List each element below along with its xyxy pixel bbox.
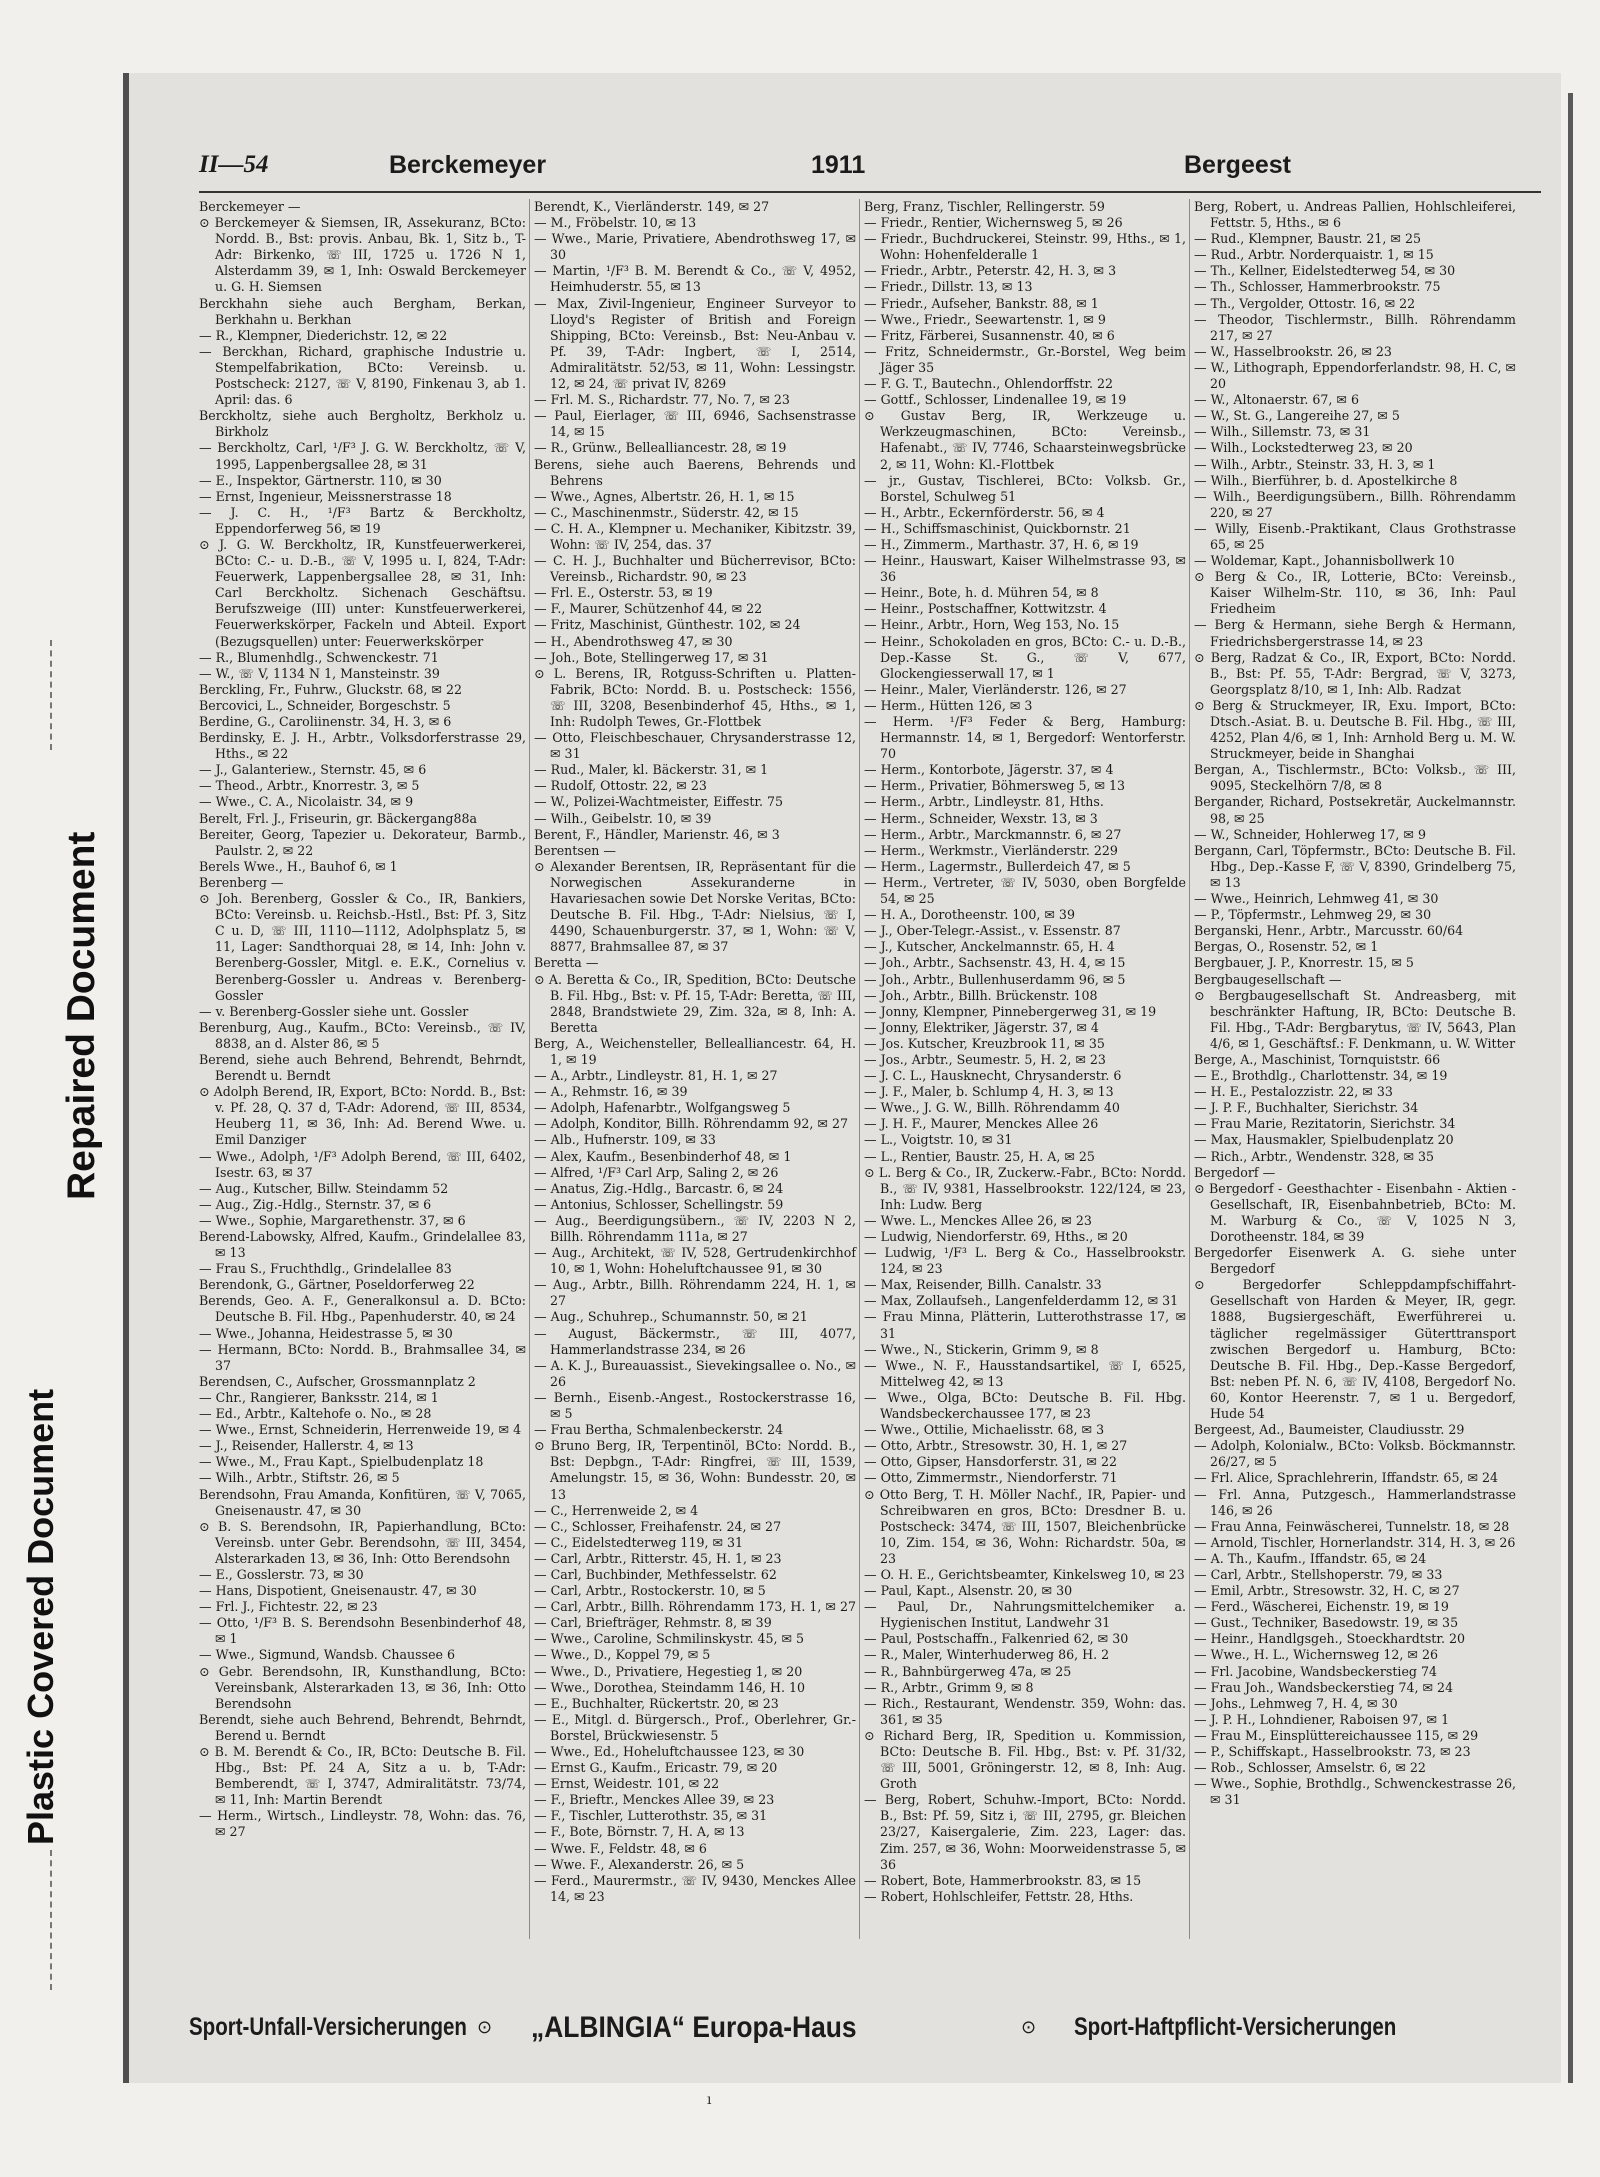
directory-entry: — Aug., Architekt, ☏ IV, 528, Gertrudenkirchhof 10, ✉ 1, Wohn: Hoheluftchaussee 91, ✉ 30 [534, 1245, 856, 1277]
directory-entry: — Jonny, Klempner, Pinnebergerweg 31, ✉ 19 [864, 1003, 1157, 1019]
directory-entry: — Hermann, BCto: Nordd. B., Brahmsallee 34, ✉ 37 [199, 1341, 526, 1373]
directory-entry: — H., Arbtr., Eckernförderstr. 56, ✉ 4 [864, 504, 1105, 520]
directory-entry: ⊙ Joh. Berenberg, Gossler & Co., IR, Bankiers, BCto: Vereinsb. u. Reichsb.-Hstl., Bst: Pf. 3, Sitz C u. D, ☏ III, 1110—1112, Adolphsplatz 5, ✉ 11, Lager: Sandthorquai 28, ✉ 14, Inh: John v. Berenberg-Gossler, Mitgl. e. E.K., Cornelius v. Berenberg-Gossler u. Andreas v. Berenberg-Gossler [199, 891, 526, 1003]
directory-entry: — Frau Bertha, Schmalenbeckerstr. 24 [534, 1422, 784, 1438]
directory-entry: — Th., Vergolder, Ottostr. 16, ✉ 22 [1194, 295, 1416, 311]
directory-entry: Berenburg, Aug., Kaufm., BCto: Vereinsb., ☏ IV, 8838, an d. Alster 86, ✉ 5 [199, 1019, 526, 1051]
directory-entry: ⊙ A. Beretta & Co., IR, Spedition, BCto: Deutsche B. Fil. Hbg., Bst: v. Pf. 15, T-Adr: Beretta, ☏ III, 2848, Brandstwiete 29, Zim. 32a, ✉ 8, Inh: A. Beretta [534, 971, 856, 1035]
directory-entry: — Adolph, Konditor, Billh. Röhrendamm 92, ✉ 27 [534, 1116, 848, 1132]
footer-right-ad: Sport-Haftpflicht-Versicherungen [1074, 2013, 1397, 2041]
footer-left-ad: Sport-Unfall-Versicherungen [189, 2013, 467, 2041]
directory-entry: — Frau Minna, Plätterin, Lutterothstrasse 17, ✉ 31 [864, 1309, 1186, 1341]
directory-entry: — W., Polizei-Wachtmeister, Eiffestr. 75 [534, 794, 784, 810]
directory-entry: — C., Herrenweide 2, ✉ 4 [534, 1502, 699, 1518]
directory-entry: — Max, Reisender, Billh. Canalstr. 33 [864, 1277, 1102, 1293]
directory-entry: — Willy, Eisenb.-Praktikant, Claus Grothstrasse 65, ✉ 25 [1194, 520, 1516, 552]
directory-entry: ⊙ L. Berg & Co., IR, Zuckerw.-Fabr., BCto: Nordd. B., ☏ IV, 9381, Hasselbrookstr. 122/124, ✉ 23, Inh: Ludw. Berg [864, 1164, 1186, 1212]
directory-entry: — Joh., Arbtr., Billh. Brückenstr. 108 [864, 987, 1098, 1003]
directory-entry: Bercovici, L., Schneider, Borgeschstr. 5 [199, 697, 451, 713]
directory-entry: — Carl, Briefträger, Rehmstr. 8, ✉ 39 [534, 1615, 772, 1631]
directory-entry: — Max, Zollaufseh., Langenfelderdamm 12, ✉ 31 [864, 1293, 1179, 1309]
directory-entry: — Joh., Arbtr., Bullenhuserdamm 96, ✉ 5 [864, 971, 1126, 987]
directory-entry: — J. P. H., Lohndiener, Raboisen 97, ✉ 1 [1194, 1711, 1450, 1727]
directory-entry: — Carl, Arbtr., Billh. Röhrendamm 173, H. 1, ✉ 27 [534, 1599, 856, 1615]
directory-entry: — Herm., Hütten 126, ✉ 3 [864, 697, 1033, 713]
directory-entry: — Frl. Alice, Sprachlehrerin, Iffandstr. 65, ✉ 24 [1194, 1470, 1499, 1486]
directory-entry: — Wwe., Sigmund, Wandsb. Chaussee 6 [199, 1647, 456, 1663]
directory-entry: — Wwe. F., Feldstr. 48, ✉ 6 [534, 1840, 707, 1856]
directory-entry: Bergbaugesellschaft — [1194, 971, 1342, 987]
directory-entry: — Herm., Privatier, Böhmersweg 5, ✉ 13 [864, 778, 1126, 794]
directory-entry: Berendsohn, Frau Amanda, Konfitüren, ☏ V, 7065, Gneisenaustr. 47, ✉ 30 [199, 1486, 526, 1518]
directory-entry: Berendt, K., Vierländerstr. 149, ✉ 27 [534, 199, 770, 214]
header-year: 1911 [811, 151, 866, 179]
directory-entry: — Max, Zivil-Ingenieur, Engineer Surveyor to Lloyd's Register of British and Foreign Shipping, BCto: Vereinsb., Bst: Neu-Anbau v. Pf. 39, T-Adr: Ingbert, ☏ I, 2514, Admiralitätstr. 52/53, ✉ 11, Wohn: Lessingstr. 12, ✉ 24, ☏ privat IV, 8269 [534, 295, 856, 392]
directory-entry: — Otto, Gipser, Hansdorferstr. 31, ✉ 22 [864, 1454, 1117, 1470]
directory-entry: Berends, Geo. A. F., Generalkonsul a. D. BCto: Deutsche B. Fil. Hbg., Papenhuderstr. 40, ✉ 24 [199, 1293, 526, 1325]
directory-entry: — Wwe., Marie, Privatiere, Abendrothsweg 17, ✉ 30 [534, 231, 856, 263]
directory-entry: — Ernst G., Kaufm., Ericastr. 79, ✉ 20 [534, 1760, 778, 1776]
directory-entry: — R., Klempner, Diederichstr. 12, ✉ 22 [199, 327, 448, 343]
plastic-covered-label: Plastic Covered Document [20, 1388, 61, 1845]
column-3 [859, 199, 1189, 1939]
directory-entry: — Herm., Schneider, Wexstr. 13, ✉ 3 [864, 810, 1098, 826]
directory-entry: — Robert, Bote, Hammerbrookstr. 83, ✉ 15 [864, 1872, 1142, 1888]
directory-entry: — Wwe., Ed., Hoheluftchaussee 123, ✉ 30 [534, 1744, 805, 1759]
directory-entry: — C., Maschinenmstr., Süderstr. 42, ✉ 15 [534, 504, 799, 520]
directory-entry: — Chr., Rangierer, Banksstr. 214, ✉ 1 [199, 1389, 439, 1405]
directory-entry: — Gottf., Schlosser, Lindenallee 19, ✉ 19 [864, 392, 1127, 408]
directory-entry: ⊙ Gustav Berg, IR, Werkzeuge u. Werkzeugmaschinen, BCto: Vereinsb., Hafenabt., ☏ IV, 7746, Schaarsteinwegsbrücke 2, ✉ 11, Wohn: Kl.-Flottbek [864, 408, 1186, 472]
directory-entry: ⊙ Berckemeyer & Siemsen, IR, Assekuranz, BCto: Nordd. B., Bst: provis. Anbau, Bk. 1, Sitz b., T-Adr: Birkenko, ☏ III, 1725 u. 1726 N 1, Alsterdamm 39, ✉ 1, Inh: Oswald Berckemeyer u. G. H. Siemsen [199, 215, 526, 295]
directory-entry: — Emil, Arbtr., Stresowstr. 32, H. C, ✉ 27 [1194, 1583, 1460, 1599]
directory-entry: — Friedr., Arbtr., Peterstr. 42, H. 3, ✉ 3 [864, 263, 1117, 279]
directory-entry: ⊙ Berg & Co., IR, Lotterie, BCto: Vereinsb., Kaiser Wilhelm-Str. 110, ✉ 36, Inh: Paul Friedheim [1194, 569, 1516, 617]
directory-entry: — Herm., Kontorbote, Jägerstr. 37, ✉ 4 [864, 762, 1114, 778]
directory-entry: — Joh., Arbtr., Sachsenstr. 43, H. 4, ✉ 15 [864, 955, 1126, 971]
directory-entry: — Fritz, Schneidermstr., Gr.-Borstel, Weg beim Jäger 35 [864, 343, 1186, 375]
directory-entry: Berendt, siehe auch Behrend, Behrendt, Behrndt, Berend u. Berndt [199, 1711, 526, 1743]
directory-entry: — Otto, Fleischbeschauer, Chrysanderstrasse 12, ✉ 31 [534, 730, 856, 762]
repaired-label: Repaired Document [60, 831, 103, 1200]
directory-entry: — Frl. E., Osterstr. 53, ✉ 19 [534, 585, 713, 601]
directory-entry: — A., Arbtr., Lindleystr. 81, H. 1, ✉ 27 [534, 1068, 778, 1084]
directory-entry: — J., Reisender, Hallerstr. 4, ✉ 13 [199, 1438, 414, 1454]
directory-entry: — Alex, Kaufm., Besenbinderhof 48, ✉ 1 [534, 1148, 792, 1164]
directory-entry: — Wwe., N. F., Hausstandsartikel, ☏ I, 6525, Mittelweg 42, ✉ 13 [864, 1357, 1186, 1389]
footer-separator-icon: ⊙ [1021, 2017, 1037, 2037]
directory-entry: — F., Bote, Börnstr. 7, H. A, ✉ 13 [534, 1824, 745, 1840]
directory-entry: Bergbauer, J. P., Knorrestr. 15, ✉ 5 [1194, 955, 1414, 971]
directory-entry: — Wwe., J. G. W., Billh. Röhrendamm 40 [864, 1100, 1120, 1116]
directory-entry: — J., Ober-Telegr.-Assist., v. Essenstr. 87 [864, 923, 1121, 939]
directory-entry: — Wwe., N., Stickerin, Grimm 9, ✉ 8 [864, 1341, 1099, 1357]
directory-entry: — Heinr., Maler, Vierländerstr. 126, ✉ 27 [864, 681, 1127, 697]
directory-entry: Bergedorf — [1194, 1164, 1276, 1180]
directory-entry: — E., Inspektor, Gärtnerstr. 110, ✉ 30 [199, 472, 442, 488]
directory-entry: — Wilh., Bierführer, b. d. Apostelkirche 8 [1194, 472, 1458, 488]
directory-entry: — E., Brothdlg., Charlottenstr. 34, ✉ 19 [1194, 1068, 1448, 1084]
directory-entry: Bergedorfer Eisenwerk A. G. siehe unter Bergedorf [1194, 1245, 1516, 1277]
directory-entry: Berend, siehe auch Behrend, Behrendt, Behrndt, Berendt u. Berndt [199, 1051, 526, 1084]
directory-entry: — L., Rentier, Baustr. 25, H. A, ✉ 25 [864, 1148, 1095, 1164]
directory-entry: — Wwe. L., Menckes Allee 26, ✉ 23 [864, 1212, 1092, 1228]
directory-entry: — Frl. Jacobine, Wandsbeckerstieg 74 [1194, 1663, 1438, 1679]
directory-entry: — Wwe., D., Koppel 79, ✉ 5 [534, 1647, 711, 1663]
directory-entry: — H., Zimmerm., Marthastr. 37, H. 6, ✉ 19 [864, 536, 1139, 552]
directory-entry: — Aug., Arbtr., Billh. Röhrendamm 224, H. 1, ✉ 27 [534, 1277, 856, 1309]
directory-entry: Berent, F., Händler, Marienstr. 46, ✉ 3 [534, 826, 780, 842]
directory-entry: — Otto, ¹/F³ B. S. Berendsohn Besenbinderhof 48, ✉ 1 [199, 1615, 526, 1647]
directory-entry: ⊙ Alexander Berentsen, IR, Repräsentant für die Norwegischen Assekuranderne in Havariesachen sowie Det Norske Veritas, BCto: Deutsche B. Fil. Hbg., T-Adr: Nielsius, ☏ I, 4490, Schauenburgerstr. 37, ✉ 1, Wohn: ☏ V, 8877, Brahmsallee 87, ✉ 37 [534, 858, 856, 955]
directory-entry: — C., Eidelstedterweg 119, ✉ 31 [534, 1534, 744, 1550]
directory-page [123, 73, 1561, 2083]
directory-entry: — Th., Schlosser, Hammerbrookstr. 75 [1194, 279, 1441, 295]
directory-entry: — Paul, Kapt., Alsenstr. 20, ✉ 30 [864, 1583, 1073, 1599]
directory-entry: ⊙ Richard Berg, IR, Spedition u. Kommission, BCto: Deutsche B. Fil. Hbg., Bst: v. Pf. 31/32, ☏ III, 5001, Gröningerstr. 12, ✉ 8, Inh: Aug. Groth [864, 1727, 1186, 1792]
directory-entry: — Wilh., Beerdigungsübern., Billh. Röhrendamm 220, ✉ 27 [1194, 488, 1516, 520]
directory-entry: — Ludwig, ¹/F³ L. Berg & Co., Hasselbrookstr. 124, ✉ 23 [864, 1245, 1186, 1277]
directory-entry: — Rud., Maler, kl. Bäckerstr. 31, ✉ 1 [534, 762, 769, 778]
directory-entry: — Friedr., Rentier, Wichernsweg 5, ✉ 26 [864, 215, 1123, 231]
directory-entry: — F., Maurer, Schützenhof 44, ✉ 22 [534, 601, 763, 617]
directory-entry: — Paul, Eierlager, ☏ III, 6946, Sachsenstrasse 14, ✉ 15 [534, 408, 856, 440]
directory-entry: — Herm., Lagermstr., Bullerdeich 47, ✉ 5 [864, 858, 1131, 874]
directory-entry: — Frl. M. S., Richardstr. 77, No. 7, ✉ 23 [534, 392, 790, 408]
directory-entry: — J., Galanteriew., Sternstr. 45, ✉ 6 [199, 762, 427, 778]
header-rule [199, 191, 1541, 193]
directory-entry: — Aug., Zig.-Hdlg., Sternstr. 37, ✉ 6 [199, 1196, 432, 1212]
directory-entry: ⊙ Bruno Berg, IR, Terpentinöl, BCto: Nordd. B., Bst: Depbgn., T-Adr: Ringfrei, ☏ III, 1539, Amelungstr. 15, ✉ 36, Wohn: Bundesstr. 20, ✉ 13 [534, 1438, 856, 1502]
bottom-mark: ı [707, 2092, 712, 2108]
directory-entry: — Paul, Dr., Nahrungsmittelchemiker a. Hygienischen Institut, Landwehr 31 [864, 1599, 1186, 1631]
directory-entry: — Max, Hausmakler, Spielbudenplatz 20 [1194, 1132, 1454, 1148]
directory-entry: — L., Voigtstr. 10, ✉ 31 [864, 1132, 1013, 1148]
directory-entry: — Wwe., Ottilie, Michaelisstr. 68, ✉ 3 [864, 1422, 1105, 1438]
directory-entry: ⊙ Berg & Struckmeyer, IR, Exu. Import, BCto: Dtsch.-Asiat. B. u. Deutsche B. Fil. Hbg., ☏ III, 4252, Plan 4/6, ✉ 1, Inh: Arnhold Berg u. M. W. Struckmeyer, beide in Shanghai [1194, 697, 1516, 762]
directory-entry: — Wwe., Agnes, Albertstr. 26, H. 1, ✉ 15 [534, 488, 795, 504]
directory-entry: ⊙ B. M. Berendt & Co., IR, BCto: Deutsche B. Fil. Hbg., Bst: Pf. 24 A, Sitz a u. b, T-Adr: Bemberendt, ☏ I, 3747, Admiralitätstr. 73/74, ✉ 11, Inh: Martin Berendt [199, 1744, 526, 1808]
directory-entry: — Robert, Hohlschleifer, Fettstr. 28, Hths. [864, 1888, 1134, 1904]
directory-entry: ⊙ Gebr. Berendsohn, IR, Kunsthandlung, BCto: Vereinsbank, Alsterarkaden 13, ✉ 36, Inh: Otto Berendsohn [199, 1663, 526, 1711]
directory-entry: ⊙ B. S. Berendsohn, IR, Papierhandlung, BCto: Vereinsb. unter Gebr. Berendsohn, ☏ III, 3454, Alsterarkaden 13, ✉ 36, Inh: Otto Berendsohn [199, 1518, 526, 1566]
directory-entry: — C. H. J., Buchhalter und Bücherrevisor, BCto: Vereinsb., Richardstr. 90, ✉ 23 [534, 553, 856, 585]
directory-entry: — Wwe., Heinrich, Lehmweg 41, ✉ 30 [1194, 891, 1439, 907]
directory-entry: — Wwe., Adolph, ¹/F³ Adolph Berend, ☏ III, 6402, Isestr. 63, ✉ 37 [199, 1148, 526, 1180]
directory-entry: — J., Kutscher, Anckelmannstr. 65, H. 4 [864, 939, 1115, 955]
directory-entry: — J. H. F., Maurer, Menckes Allee 26 [864, 1116, 1099, 1132]
directory-entry: Berckemeyer — [199, 199, 301, 214]
directory-entry: — Th., Kellner, Eidelstedterweg 54, ✉ 30 [1194, 263, 1456, 279]
directory-entry: — J. P. F., Buchhalter, Sierichstr. 34 [1194, 1100, 1419, 1116]
directory-entry: Berentsen — [534, 842, 616, 858]
archive-stamp [18, 760, 103, 1845]
directory-entry: — Wwe., Johanna, Heidestrasse 5, ✉ 30 [199, 1325, 453, 1341]
directory-entry: — Wwe. F., Alexanderstr. 26, ✉ 5 [534, 1856, 745, 1872]
directory-entry: — Wilh., Lockstedterweg 23, ✉ 20 [1194, 440, 1413, 456]
directory-entry: — Frau M., Einsplüttereichaussee 115, ✉ 29 [1194, 1727, 1479, 1743]
directory-entry: — Frau Marie, Rezitatorin, Sierichstr. 34 [1194, 1116, 1456, 1132]
directory-entry: Berg, Franz, Tischler, Rellingerstr. 59 [864, 199, 1105, 214]
directory-entry: — Berg & Hermann, siehe Bergh & Hermann, Friedrichsbergerstrasse 14, ✉ 23 [1194, 617, 1516, 649]
directory-entry: — Herm., Vertreter, ☏ IV, 5030, oben Borgfelde 54, ✉ 25 [864, 874, 1186, 907]
directory-entry: — Ernst, Ingenieur, Meissnerstrasse 18 [199, 488, 452, 504]
page-number: II—54 [199, 151, 269, 178]
directory-entry: — Johs., Lehmweg 7, H. 4, ✉ 30 [1194, 1695, 1398, 1711]
directory-entry: — W., Altonaerstr. 67, ✉ 6 [1194, 392, 1359, 408]
directory-entry: — E., Mitgl. d. Bürgersch., Prof., Oberlehrer, Gr.-Borstel, Brückwiesenstr. 5 [534, 1711, 856, 1743]
directory-entry: Berdine, G., Caroliinenstr. 34, H. 3, ✉ 6 [199, 714, 452, 729]
directory-entry: Berens, siehe auch Baerens, Behrends und Behrens [534, 456, 856, 488]
directory-entry: — Heinr., Bote, h. d. Mühren 54, ✉ 8 [864, 585, 1099, 601]
directory-entry: — August, Bäckermstr., ☏ III, 4077, Hammerlandstrasse 234, ✉ 26 [534, 1325, 856, 1357]
footer-separator-icon: ⊙ [477, 2017, 493, 2037]
directory-entry: — Aug., Schuhrep., Schumannstr. 50, ✉ 21 [534, 1309, 808, 1325]
directory-entry: Berdinsky, E. J. H., Arbtr., Volksdorferstrasse 29, Hths., ✉ 22 [199, 730, 526, 762]
directory-entry: — J. C. H., ¹/F³ Bartz & Berckholtz, Eppendorferweg 56, ✉ 19 [199, 504, 526, 536]
directory-entry: — E., Gosslerstr. 73, ✉ 30 [199, 1566, 364, 1582]
directory-entry: — F. G. T., Bautechn., Ohlendorffstr. 22 [864, 376, 1114, 392]
directory-entry: — R., Arbtr., Grimm 9, ✉ 8 [864, 1679, 1034, 1695]
directory-entry: — Adolph, Kolonialw., BCto: Volksb. Böckmannstr. 26/27, ✉ 5 [1194, 1438, 1516, 1470]
directory-entry: Bereiter, Georg, Tapezier u. Dekorateur, Barmb., Paulstr. 2, ✉ 22 [199, 826, 526, 858]
directory-entry: — jr., Gustav, Tischlerei, BCto: Volksb. Gr., Borstel, Schulweg 51 [864, 472, 1186, 504]
directory-entry: — Wilh., Arbtr., Steinstr. 33, H. 3, ✉ 1 [1194, 456, 1436, 472]
directory-entry: — Martin, ¹/F³ B. M. Berendt & Co., ☏ V, 4952, Heimhuderstr. 55, ✉ 13 [534, 263, 856, 295]
directory-entry: — W., ☏ V, 1134 N 1, Mansteinstr. 39 [199, 665, 440, 681]
directory-entry: — Alfred, ¹/F³ Carl Arp, Saling 2, ✉ 26 [534, 1164, 779, 1180]
directory-entry: — W., St. G., Langereihe 27, ✉ 5 [1194, 408, 1400, 424]
directory-entry: ⊙ Bergedorf - Geesthachter - Eisenbahn - Aktien - Gesellschaft, IR, Eisenbahnbetrieb, BCto: M. M. Warburg & Co., ☏ V, 1025 N 3, Dorotheenstr. 184, ✉ 39 [1194, 1180, 1516, 1244]
directory-entry: — A. K. J., Bureauassist., Sievekingsallee o. No., ✉ 26 [534, 1357, 856, 1389]
directory-entry: — P., Töpfermstr., Lehmweg 29, ✉ 30 [1194, 907, 1432, 923]
directory-entry: — Wwe., M., Frau Kapt., Spielbudenplatz 18 [199, 1454, 484, 1470]
directory-entry: — Fritz, Maschinist, Günthestr. 102, ✉ 24 [534, 617, 801, 633]
directory-entry: — H. A., Dorotheenstr. 100, ✉ 39 [864, 907, 1075, 923]
directory-entry: — Herm. ¹/F³ Feder & Berg, Hamburg: Hermannstr. 14, ✉ 1, Bergedorf: Wentorferstr. 70 [864, 714, 1186, 762]
column-1 [199, 199, 529, 1939]
directory-entry: Berendsen, C., Aufscher, Grossmannplatz 2 [199, 1373, 476, 1389]
directory-entry: ⊙ Bergedorfer Schleppdampfschiffahrt-Gesellschaft von Harden & Meyer, IR, gegr. 1888, Bugsiergeschäft, Ewerführerei u. täglicher regelmässiger Güterttransport zwischen Bergedorf u. Hamburg, BCto: Deutsche B. Fil. Hbg., Dep.-Kasse Bergedorf, Bst: neben Pf. N. 6, ☏ IV, 4108, Bergedorf No. 60, Kontor Heerenstr. 7, ✉ 1 u. Bergedorf, Hude 54 [1194, 1277, 1516, 1422]
directory-entry: — Heinr., Hauswart, Kaiser Wilhelmstrasse 93, ✉ 36 [864, 553, 1186, 585]
directory-entry: — J. C. L., Hausknecht, Chrysanderstr. 6 [864, 1068, 1122, 1084]
directory-entry: — Heinr., Handlgsgeh., Stoeckhardtstr. 20 [1194, 1631, 1466, 1647]
header-right-word: Bergeest [1184, 151, 1291, 179]
directory-entry: — Wwe., Dorothea, Steindamm 146, H. 10 [534, 1679, 805, 1695]
directory-entry: — Rud., Klempner, Baustr. 21, ✉ 25 [1194, 231, 1422, 247]
directory-entry: — Wwe., Sophie, Margarethenstr. 37, ✉ 6 [199, 1212, 466, 1228]
directory-entry: — Gust., Techniker, Basedowstr. 19, ✉ 35 [1194, 1615, 1459, 1631]
directory-entry: — Hans, Dispotient, Gneisenaustr. 47, ✉ 30 [199, 1583, 477, 1599]
directory-entry: — C., Schlosser, Freihafenstr. 24, ✉ 27 [534, 1518, 782, 1534]
directory-entry: — O. H. E., Gerichtsbeamter, Kinkelsweg 10, ✉ 23 [864, 1566, 1185, 1582]
directory-entry: — Ferd., Wäscherei, Eichenstr. 19, ✉ 19 [1194, 1599, 1449, 1615]
advertisement-footer [189, 2013, 1541, 2053]
directory-entry: Berels Wwe., H., Bauhof 6, ✉ 1 [199, 858, 398, 874]
directory-entry: — W., Lithograph, Eppendorferlandstr. 98, H. C, ✉ 20 [1194, 359, 1516, 392]
directory-entry: — Carl, Arbtr., Stellshoperstr. 79, ✉ 33 [1194, 1566, 1443, 1582]
directory-entry: ⊙ J. G. W. Berckholtz, IR, Kunstfeuerwerkerei, BCto: C.- u. D.-B., ☏ V, 1995 u. I, 824, T-Adr: Feuerwerk, Lappenbergsallee 28, ✉ 31, Inh: Carl Berckholtz. Sichenach Geschäftsu. Berufszweige (III) unter: Kunstfeuerwerkerei, Feuerwerkskörper, Fackeln und Abteil. Export (Bezugsquellen) unter: Feuerwerkskörper [199, 536, 526, 649]
directory-entry: — Ferd., Maurermstr., ☏ IV, 9430, Menckes Allee 14, ✉ 23 [534, 1872, 856, 1904]
directory-entry: Berendonk, G., Gärtner, Poseldorferweg 22 [199, 1277, 475, 1293]
directory-entry: — Paul, Postschaffn., Falkenried 62, ✉ 30 [864, 1631, 1129, 1647]
directory-entry: Bergann, Carl, Töpfermstr., BCto: Deutsche B. Fil. Hbg., Dep.-Kasse F, ☏ V, 8390, Grindelberg 75, ✉ 13 [1194, 842, 1516, 890]
directory-entry: ⊙ Berg, Radzat & Co., IR, Export, BCto: Nordd. B., Bst: Pf. 55, T-Adr: Bergrad, ☏ V, 3273, Georgsplatz 8/10, ✉ 1, Inh: Alb. Radzat [1194, 649, 1516, 697]
directory-entry: — Bernh., Eisenb.-Angest., Rostockerstrasse 16, ✉ 5 [534, 1389, 856, 1422]
directory-entry: ⊙ Adolph Berend, IR, Export, BCto: Nordd. B., Bst: v. Pf. 28, Q. 37 d, T-Adr: Adorend, ☏ III, 8534, Heuberg 11, ✉ 36, Inh: Ad. Berend Wwe. u. Emil Danziger [199, 1084, 526, 1148]
directory-entry: ⊙ Otto Berg, T. H. Möller Nachf., IR, Papier- und Schreibwaren en gros, BCto: Dresdner B. u. Postscheck: 3474, ☏ III, 1507, Bleichenbrücke 10, Zim. 154, ✉ 36, Wohn: Richardstr. 50a, ✉ 23 [864, 1486, 1186, 1566]
directory-entry: — Ed., Arbtr., Kaltehofe o. No., ✉ 28 [199, 1406, 432, 1422]
header-left-word: Berckemeyer [389, 151, 547, 179]
directory-entry: — Wwe., Sophie, Brothdlg., Schwenckestrasse 26, ✉ 31 [1194, 1776, 1516, 1808]
directory-entry: — Wilh., Geibelstr. 10, ✉ 39 [534, 810, 712, 826]
directory-entry: — Wwe., Ernst, Schneiderin, Herrenweide 19, ✉ 4 [199, 1422, 522, 1438]
directory-entry: — R., Bahnbürgerweg 47a, ✉ 25 [864, 1663, 1072, 1679]
directory-entry: — Heinr., Arbtr., Horn, Weg 153, No. 15 [864, 617, 1120, 633]
directory-entry: — Friedr., Dillstr. 13, ✉ 13 [864, 279, 1033, 295]
directory-entry: — Frau S., Fruchthdlg., Grindelallee 83 [199, 1261, 452, 1277]
directory-entry: Berg, A., Weichensteller, Bellealliancestr. 64, H. 1, ✉ 19 [534, 1035, 856, 1067]
directory-entry: Berckholtz, siehe auch Bergholtz, Berkholz u. Birkholz [199, 408, 526, 440]
directory-entry: — Fritz, Färberei, Susannenstr. 40, ✉ 6 [864, 327, 1115, 343]
directory-entry: — Rich., Restaurant, Wendenstr. 359, Wohn: das. 361, ✉ 35 [864, 1695, 1186, 1727]
directory-entry: — H. E., Pestalozzistr. 22, ✉ 33 [1194, 1084, 1393, 1100]
directory-entry: — Frau Anna, Feinwäscherei, Tunnelstr. 18, ✉ 28 [1194, 1518, 1510, 1534]
directory-entry: — R., Grünw., Bellealliancestr. 28, ✉ 19 [534, 440, 787, 456]
column-4 [1189, 199, 1519, 1939]
directory-entry: — Jonny, Elektriker, Jägerstr. 37, ✉ 4 [864, 1019, 1099, 1035]
directory-entry: — A. Th., Kaufm., Iffandstr. 65, ✉ 24 [1194, 1550, 1427, 1566]
directory-entry: Berg, Robert, u. Andreas Pallien, Hohlschleiferei, Fettstr. 5, Hths., ✉ 6 [1194, 199, 1516, 231]
directory-entry: — Wilh., Arbtr., Stiftstr. 26, ✉ 5 [199, 1470, 400, 1486]
directory-entry: Beretta — [534, 955, 599, 971]
directory-entry: — R., Blumenhdlg., Schwenckestr. 71 [199, 649, 439, 665]
directory-entry: — F., Tischler, Lutterothstr. 35, ✉ 31 [534, 1808, 768, 1824]
directory-entry: ⊙ L. Berens, IR, Rotguss-Schriften u. Platten-Fabrik, BCto: Nordd. B. u. Postscheck: 1556, ☏ III, 3208, Besenbinderhof 45, Hths., ✉ 1, Inh: Rudolph Tewes, Gr.-Flottbek [534, 665, 856, 729]
directory-entry: Bergan, A., Tischlermstr., BCto: Volksb., ☏ III, 9095, Steckelhörn 7/8, ✉ 8 [1194, 762, 1516, 794]
directory-entry: Berend-Labowsky, Alfred, Kaufm., Grindelallee 83, ✉ 13 [199, 1229, 526, 1261]
directory-entry: Bergas, O., Rosenstr. 52, ✉ 1 [1194, 939, 1379, 955]
directory-entry: — Theodor, Tischlermstr., Billh. Röhrendamm 217, ✉ 27 [1194, 311, 1516, 343]
directory-entry: — Heinr., Schokoladen en gros, BCto: C.- u. D.-B., Dep.-Kasse St. G., ☏ V, 677, Glockengiesserwall 17, ✉ 1 [864, 633, 1186, 681]
directory-entry: — W., Schneider, Hohlerweg 17, ✉ 9 [1194, 826, 1426, 842]
directory-entry: — Rob., Schlosser, Amselstr. 6, ✉ 22 [1194, 1760, 1426, 1776]
directory-entry: — J. F., Maler, b. Schlump 4, H. 3, ✉ 13 [864, 1084, 1114, 1100]
directory-entry: — Berg, Robert, Schuhw.-Import, BCto: Nordd. B., Bst: Pf. 59, Sitz i, ☏ III, 2795, gr. Bleichen 23/27, Kaisergalerie, Zim. 223, Lager: das. Zim. 257, ✉ 36, Wohn: Moorweidenstrasse 5, ✉ 36 [864, 1792, 1186, 1872]
directory-entry: — Wwe., C. A., Nicolaistr. 34, ✉ 9 [199, 794, 414, 810]
directory-entry: — Carl, Arbtr., Rostockerstr. 10, ✉ 5 [534, 1583, 766, 1599]
directory-entry: — Antonius, Schlosser, Schellingstr. 59 [534, 1196, 784, 1212]
directory-entry: — C. H. A., Klempner u. Mechaniker, Kibitzstr. 39, Wohn: ☏ IV, 254, das. 37 [534, 520, 856, 552]
directory-entry: — Frau Joh., Wandsbeckerstieg 74, ✉ 24 [1194, 1679, 1454, 1695]
directory-entry: — H., Schiffsmaschinist, Quickbornstr. 21 [864, 520, 1131, 536]
margin-dash-top [50, 640, 52, 750]
directory-entry: — Friedr., Buchdruckerei, Steinstr. 99, Hths., ✉ 1, Wohn: Hohenfelderalle 1 [864, 231, 1186, 263]
directory-entry: — H., Abendrothsweg 47, ✉ 30 [534, 633, 733, 649]
directory-entry: — Woldemar, Kapt., Johannisbollwerk 10 [1194, 553, 1455, 569]
directory-entry: — Herm., Arbtr., Lindleystr. 81, Hths. [864, 794, 1104, 810]
directory-entry: — A., Rehmstr. 16, ✉ 39 [534, 1084, 688, 1100]
directory-entry: — Wwe., D., Privatiere, Hegestieg 1, ✉ 20 [534, 1663, 803, 1679]
directory-entry: — Ernst, Weidestr. 101, ✉ 22 [534, 1776, 720, 1792]
directory-entry: — Jos. Kutscher, Kreuzbrook 11, ✉ 35 [864, 1035, 1105, 1051]
directory-entry: Berganski, Henr., Arbtr., Marcusstr. 60/64 [1194, 923, 1464, 939]
directory-entry: — Rich., Arbtr., Wendenstr. 328, ✉ 35 [1194, 1148, 1435, 1164]
directory-entry: Berge, A., Maschinist, Tornquiststr. 66 [1194, 1051, 1441, 1067]
directory-entry: — M., Fröbelstr. 10, ✉ 13 [534, 215, 697, 231]
directory-entry: — Herm., Werkmstr., Vierländerstr. 229 [864, 842, 1118, 858]
directory-entry: — Wwe., Friedr., Seewartenstr. 1, ✉ 9 [864, 311, 1106, 327]
directory-entry: — P., Schiffskapt., Hasselbrookstr. 73, ✉ 23 [1194, 1744, 1471, 1759]
margin-dash-bottom [50, 1850, 52, 1990]
directory-entry: — Wwe., Olga, BCto: Deutsche B. Fil. Hbg. Wandsbeckerchaussee 177, ✉ 23 [864, 1389, 1186, 1422]
directory-entry: — Otto, Zimmermstr., Niendorferstr. 71 [864, 1470, 1118, 1486]
directory-entry: — Anatus, Zig.-Hdlg., Barcastr. 6, ✉ 24 [534, 1180, 784, 1196]
directory-entry: — Wwe., H. L., Wichernsweg 12, ✉ 26 [1194, 1647, 1439, 1663]
page-header [199, 151, 1541, 191]
directory-entry: — Wilh., Sillemstr. 73, ✉ 31 [1194, 424, 1371, 440]
directory-entry: — v. Berenberg-Gossler siehe unt. Gossler [199, 1003, 469, 1019]
directory-entry: — Carl, Arbtr., Ritterstr. 45, H. 1, ✉ 23 [534, 1550, 782, 1566]
directory-entry: — E., Buchhalter, Rückertstr. 20, ✉ 23 [534, 1695, 779, 1711]
directory-entry: — Aug., Beerdigungsübern., ☏ IV, 2203 N 2, Billh. Röhrendamm 111a, ✉ 27 [534, 1212, 856, 1244]
directory-entry: — Theod., Arbtr., Knorrestr. 3, ✉ 5 [199, 778, 420, 794]
directory-columns [199, 199, 1541, 1939]
directory-entry: — Berckholtz, Carl, ¹/F³ J. G. W. Berckholtz, ☏ V, 1995, Lappenbergsallee 28, ✉ 31 [199, 440, 526, 472]
directory-entry: — Adolph, Hafenarbtr., Wolfgangsweg 5 [534, 1100, 791, 1116]
directory-entry: Berenberg — [199, 874, 284, 890]
directory-entry: Bergeest, Ad., Baumeister, Claudiusstr. 29 [1194, 1422, 1465, 1438]
directory-entry: — Ludwig, Niendorferstr. 69, Hths., ✉ 20 [864, 1229, 1128, 1244]
directory-entry: Bergander, Richard, Postsekretär, Auckelmannstr. 98, ✉ 25 [1194, 794, 1516, 826]
directory-entry: — Rudolf, Ottostr. 22, ✉ 23 [534, 778, 707, 794]
directory-entry: — Friedr., Aufseher, Bankstr. 88, ✉ 1 [864, 295, 1099, 311]
directory-entry: ⊙ Bergbaugesellschaft St. Andreasberg, mit beschränkter Haftung, IR, BCto: Deutsche B. Fil. Hbg., T-Adr: Bergbarytus, ☏ IV, 5643, Plan 4/6, ✉ 1, Geschäftsf.: F. Denkmann, u. W. Witter [1194, 987, 1516, 1051]
directory-entry: — Alb., Hufnerstr. 109, ✉ 33 [534, 1132, 716, 1148]
directory-entry: — Aug., Kutscher, Billw. Steindamm 52 [199, 1180, 449, 1196]
directory-entry: — Carl, Buchbinder, Methfesselstr. 62 [534, 1566, 777, 1582]
directory-entry: — Otto, Arbtr., Stresowstr. 30, H. 1, ✉ 27 [864, 1438, 1128, 1454]
directory-entry: — Rud., Arbtr. Norderquaistr. 1, ✉ 15 [1194, 247, 1434, 263]
directory-entry: Berelt, Frl. J., Friseurin, gr. Bäckergang88a [199, 810, 478, 826]
directory-entry: — Herm., Arbtr., Marckmannstr. 6, ✉ 27 [864, 826, 1122, 842]
directory-entry: — Arnold, Tischler, Hornerlandstr. 314, H. 3, ✉ 26 [1194, 1534, 1516, 1550]
directory-entry: — W., Hasselbrookstr. 26, ✉ 23 [1194, 343, 1392, 359]
directory-entry: — Frl. J., Fichtestr. 22, ✉ 23 [199, 1599, 378, 1615]
directory-entry: — Berckhan, Richard, graphische Industrie u. Stempelfabrikation, BCto: Vereinsb. u. Postscheck: 2127, ☏ V, 8190, Finkenau 3, ab 1. April: das. 6 [199, 343, 526, 408]
column-2 [529, 199, 859, 1939]
directory-entry: Berckling, Fr., Fuhrw., Gluckstr. 68, ✉ 22 [199, 681, 462, 697]
directory-entry: — F., Brieftr., Menckes Allee 39, ✉ 23 [534, 1792, 775, 1808]
directory-entry: Berckhahn siehe auch Bergham, Berkan, Berkhahn u. Berkhan [199, 295, 526, 327]
directory-entry: — Herm., Wirtsch., Lindleystr. 78, Wohn: das. 76, ✉ 27 [199, 1808, 526, 1840]
directory-entry: — R., Maler, Winterhuderweg 86, H. 2 [864, 1647, 1110, 1663]
footer-center-ad: „ALBINGIA“ Europa-Haus [531, 2011, 857, 2044]
directory-entry: — Heinr., Postschaffner, Kottwitzstr. 4 [864, 601, 1107, 617]
directory-entry: — Joh., Bote, Stellingerweg 17, ✉ 31 [534, 649, 769, 665]
directory-entry: — Jos., Arbtr., Seumestr. 5, H. 2, ✉ 23 [864, 1051, 1106, 1067]
directory-entry: — Wwe., Caroline, Schmilinskystr. 45, ✉ 5 [534, 1631, 805, 1647]
directory-entry: — Frl. Anna, Putzgesch., Hammerlandstrasse 146, ✉ 26 [1194, 1486, 1516, 1518]
